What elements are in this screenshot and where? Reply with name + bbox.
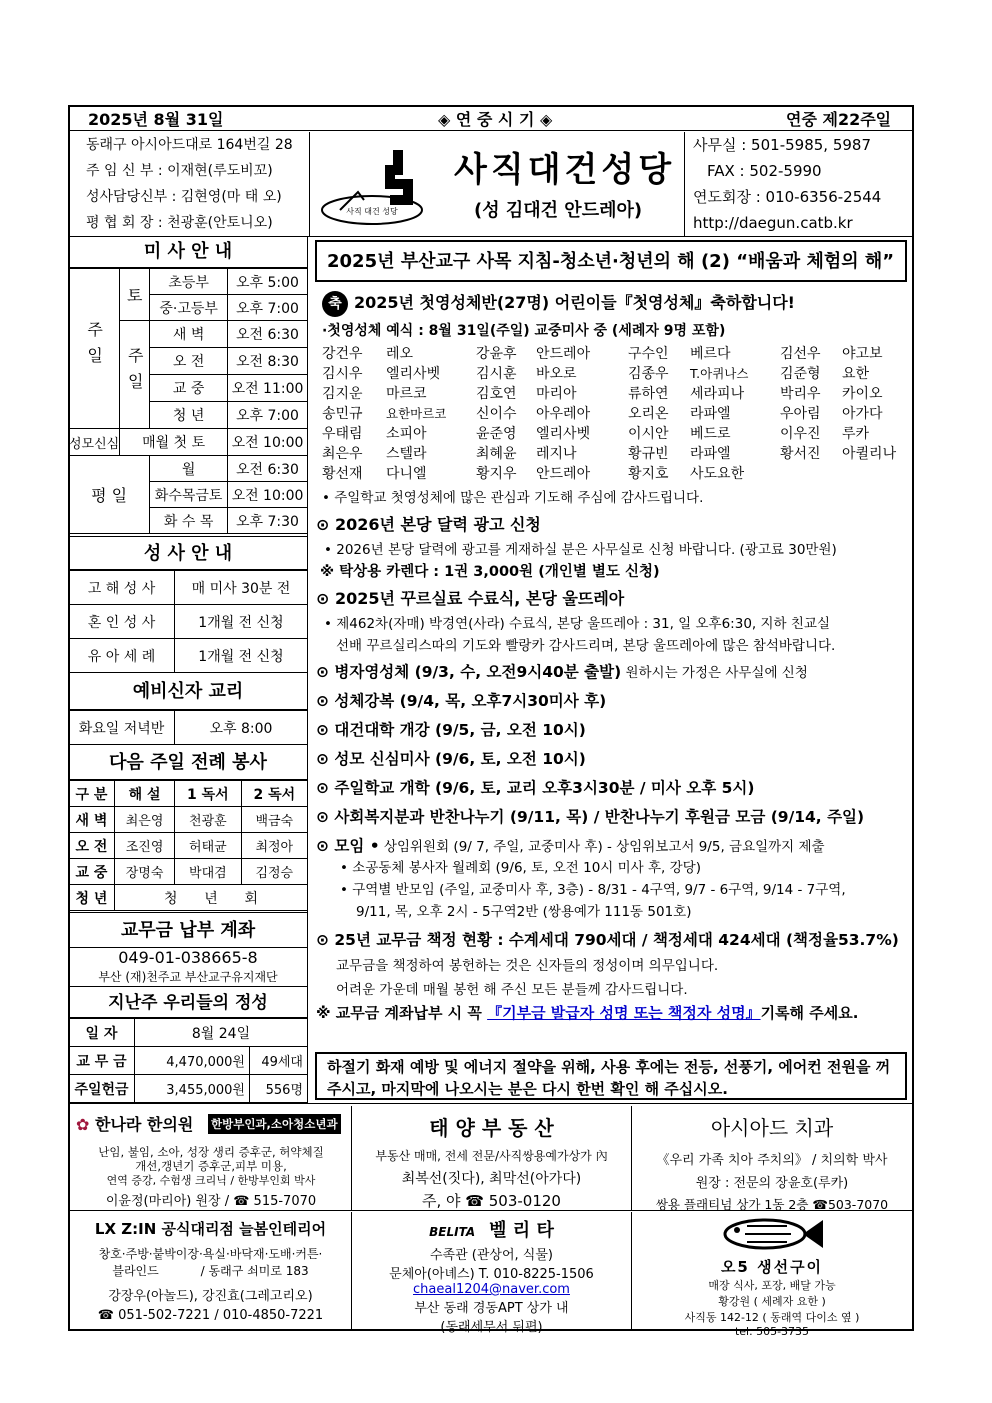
communicant-saint: 엘리사벳 (536, 426, 591, 442)
communicant-name: 송민규 (322, 406, 363, 422)
communicant-saint: 안드레아 (536, 346, 591, 362)
communicant-name: 김시훈 (476, 366, 517, 382)
first-communion-sub: ·첫영성체 예식 : 8월 31일(주일) 교중미사 중 (세례자 9명 포함) (322, 323, 726, 339)
offering-title: 지난주 우리들의 정성 (68, 986, 308, 1018)
interior-l2: 블라인드 / 동래구 쇠미로 183 (112, 1264, 309, 1278)
communicant-saint: 안드레아 (536, 466, 591, 482)
notice-tithe-l3 (316, 1002, 908, 1028)
dental-l1: 《우리 가족 치아 주치의》 / 치의학 박사 (656, 1153, 888, 1168)
communicant-name: 김준형 (780, 366, 821, 382)
offering-date: 8월 24일 (135, 1019, 308, 1047)
service-person: 최은영 (115, 807, 175, 833)
interior-l3: 강장우(아놀드), 강진효(그레고리오) (108, 1289, 313, 1304)
communicant-name: 황선재 (322, 466, 363, 482)
mass-time: 오전 10:00 (228, 482, 308, 508)
service-person: 박대겸 (175, 859, 241, 885)
notice-tithe-status: ⊙ 25년 교무금 책정 현황 : 수계세대 790세대 / 책정세대 424세대 (책정율53.7%) (316, 931, 899, 949)
communicant-saint: 카이오 (842, 386, 883, 402)
notice-meetings-l1: 상임위원회 (9/ 7, 주일, 교중미사 후) - 상임위보고서 9/5, 금요일까지 제출 (379, 839, 825, 855)
communicant-name: 김지운 (322, 386, 363, 402)
fish-icon (717, 1216, 827, 1252)
offering-type: 교 무 금 (69, 1047, 135, 1075)
communicant-name: 황규빈 (628, 446, 669, 462)
communicant-name: 강윤후 (476, 346, 517, 362)
notices (316, 512, 908, 1028)
notice-sick-title: ⊙ 병자영성체 (9/3, 수, 오전9시40분 출발) (316, 663, 622, 681)
offering-date-label: 일 자 (69, 1019, 135, 1047)
sacrament-name: 고 해 성 사 (69, 571, 175, 605)
notice-sick-communion (316, 660, 908, 689)
service-person: 허태균 (175, 833, 241, 859)
communicant-saint: 베드로 (690, 426, 731, 442)
notice-tithe-l2: 어려운 가운데 매월 봉헌 해 주신 모든 분들께 감사드립니다. (336, 982, 688, 998)
sacrament-name: 유 아 세 례 (69, 639, 175, 673)
belita-l4: 부산 동래 경동APT 상가 내 (414, 1301, 569, 1316)
communicant-name: 김호연 (476, 386, 517, 402)
ads-top-border (68, 1103, 914, 1104)
notice-marian-mass: ⊙ 성모 신심미사 (9/6, 토, 오전 10시) (316, 750, 586, 768)
communicant-saint: 마리아 (536, 386, 577, 402)
fish-l1: 매장 식사, 포장, 배달 가능 (708, 1279, 836, 1292)
interior-l4: ☎ 051-502-7221 / 010-4850-7221 (97, 1308, 324, 1323)
interior-name: LX Z:IN 공식대리점 늘봄인테리어 (94, 1220, 327, 1238)
communicant-name: 황서진 (780, 446, 821, 462)
first-communion-title (322, 290, 908, 316)
communicant-name: 오리온 (628, 406, 669, 422)
tithe-account: 049-01-038665-8 (118, 948, 258, 967)
communicant-saint: 마르코 (386, 386, 427, 402)
ad-clinic (70, 1106, 352, 1210)
notice-cursillo-text2: 선배 꾸르실리스따의 기도와 빨랑카 감사드리며, 본당 울뜨레아에 많은 참석바랍니다. (336, 638, 836, 654)
offering-count: 49세대 (250, 1047, 308, 1075)
ad-fish-restaurant (632, 1212, 912, 1338)
clinic-tag: 한방부인과,소아청소년과 (208, 1114, 341, 1134)
ad-realestate (352, 1106, 632, 1210)
sacrament-when: 1개월 전 신청 (175, 639, 308, 673)
fish-l3: 사직동 142-12 ( 동래역 다이소 옆 ) (684, 1311, 860, 1324)
issue-date: 2025년 8월 31일 (88, 110, 224, 129)
fish-l2: 황강원 ( 세례자 요한 ) (718, 1295, 826, 1308)
mass-time: 오후 7:30 (228, 508, 308, 534)
notice-sunday-school: ⊙ 주일학교 개학 (9/6, 토, 교리 오후3시30분 / 미사 오후 5시) (316, 779, 755, 797)
belita-l2: 문체아(아녜스) T. 010-8225-1506 (389, 1267, 594, 1282)
notice-tithe-l3a: ※ 교무금 계좌납부 시 꼭 (316, 1004, 488, 1022)
communicant-name: 최혜윤 (476, 446, 517, 462)
communicant-name: 윤준영 (476, 426, 517, 442)
service-person: 조진영 (115, 833, 175, 859)
communicant-saint: 다니엘 (386, 466, 427, 482)
ad-belita (352, 1212, 632, 1335)
tithe-holder: 부산 (재)천주교 부산교구유지재단 (98, 970, 278, 984)
sacrament-title: 성 사 안 내 (68, 536, 308, 570)
communicant-row (322, 424, 908, 444)
communicant-saint: 요한 (842, 366, 870, 382)
catechumen-title: 예비신자 교리 (68, 674, 308, 710)
council-president: 평 협 회 장 : 천광훈(안토니오) (86, 215, 273, 231)
sacrament-table (68, 570, 308, 673)
communicant-name: 김시우 (322, 366, 363, 382)
emblem-text: 사직 대건 성당 (346, 207, 398, 216)
mass-name: 청 년 (150, 402, 228, 429)
saturday-label: 토 (120, 269, 150, 321)
clinic-l1: 난임, 불임, 소아, 성장 생리 증후군, 허약체질 (98, 1145, 324, 1159)
sunday-sublabel: 주일 (120, 321, 150, 429)
service-person: 천광훈 (175, 807, 241, 833)
address: 동래구 아시아드대로 164번길 28 (86, 137, 293, 153)
belita-title (352, 1216, 631, 1242)
ad-dental (632, 1106, 912, 1210)
service-table (68, 780, 308, 911)
mass-name: 화 수 목 (150, 508, 228, 534)
mass-table (68, 268, 308, 534)
notice-meetings (316, 834, 908, 856)
communicant-saint: 소피아 (386, 426, 427, 442)
mass-time: 오전 11:00 (228, 375, 308, 402)
mass-time: 오후 5:00 (228, 269, 308, 295)
flower-icon: ✿ (76, 1115, 90, 1134)
communicant-saint: 세라피나 (690, 386, 745, 402)
communicant-saint: 바오로 (536, 366, 577, 382)
website-link[interactable]: http://daegun.catb.kr (693, 214, 853, 232)
communicant-name: 우아림 (780, 406, 821, 422)
communicant-saint: 아가다 (842, 406, 883, 422)
mass-time: 오후 7:00 (228, 402, 308, 429)
communicant-name: 신이수 (476, 406, 517, 422)
ad-interior (70, 1212, 352, 1330)
clinic-l2: 개선,갱년기 증후군,피부 미용, (135, 1159, 287, 1173)
notice-cursillo-text: • 제462차(자매) 박경연(사라) 수료식, 본당 울뜨레아 : 31, 일 오후6:30, 지하 친교실 (324, 616, 830, 632)
parish-info (70, 132, 310, 236)
mass-name: 오 전 (150, 348, 228, 375)
mass-name: 화수목금토 (150, 482, 228, 508)
service-slot: 새 벽 (69, 807, 115, 833)
realestate-l2: 최복선(짓다), 최막선(아가다) (401, 1171, 582, 1187)
funeral-phone: 연도회장 : 010-6356-2544 (693, 188, 882, 206)
first-communion-thanks: • 주일학교 첫영성체에 많은 관심과 기도해 주심에 감사드립니다. (322, 490, 704, 506)
weekday-label: 평 일 (69, 456, 150, 534)
service-person: 백금숙 (241, 807, 307, 833)
mass-name: 초등부 (150, 269, 228, 295)
communicant-name: 황지우 (476, 466, 517, 482)
service-slot: 오 전 (69, 833, 115, 859)
communicant-row (322, 464, 908, 484)
communicant-saint: 베르다 (690, 346, 731, 362)
ads-mid-border (68, 1210, 914, 1211)
fish-l4: tel. 505-3735 (734, 1325, 810, 1338)
notice-sick-rest: 원하시는 가정은 사무실에 신청 (621, 665, 808, 681)
heart-time: 오전 10:00 (228, 429, 308, 456)
mass-title: 미 사 안 내 (68, 236, 308, 268)
mass-time: 오전 6:30 (228, 456, 308, 482)
mass-time: 오전 6:30 (228, 321, 308, 348)
communicant-name: 우태림 (322, 426, 363, 442)
communicant-name: 김선우 (780, 346, 821, 362)
service-person: 최정아 (241, 833, 307, 859)
notice-meetings-l3: • 구역별 반모임 (주일, 교중미사 후, 3층) - 8/31 - 4구역, 9/7 - 6구역, 9/14 - 7구역, (340, 882, 846, 898)
notice-meetings-title: ⊙ 모임 • (316, 837, 380, 855)
pastoral-banner: 2025년 부산교구 사목 지침-청소년·청년의 해 (2) “배움과 체험의 해” (315, 240, 907, 282)
parish-logo-area (312, 132, 684, 236)
first-communion-heading: 2025년 첫영성체반(27명) 어린이들『첫영성체』축하합니다! (354, 293, 795, 312)
notice-calendar-desk: ※ 탁상용 카렌다 : 1권 3,000원 (개인별 별도 신청) (320, 564, 660, 580)
dental-l2: 원장 : 전문의 장윤호(루카) (695, 1176, 849, 1191)
communicant-saint: 엘리사벳 (386, 366, 441, 382)
communicant-name: 강건우 (322, 346, 363, 362)
communicant-name: 김종우 (628, 366, 669, 382)
communicant-saint: 아퀼리나 (842, 446, 897, 462)
sacrament-name: 혼 인 성 사 (69, 605, 175, 639)
liturgical-week: 연중 제22주일 (786, 110, 892, 129)
clinic-title: 한나라 한의원 (94, 1115, 194, 1134)
communicant-saint: 야고보 (842, 346, 883, 362)
notice-cursillo-title: ⊙ 2025년 꾸르실료 수료식, 본당 울뜨레아 (316, 589, 625, 608)
mass-name: 월 (150, 456, 228, 482)
communicant-saint: 아우레아 (536, 406, 591, 422)
energy-notice: 하절기 화재 예방 및 에너지 절약을 위해, 사용 후에는 전등, 선풍기, 에어컨 전원을 꺼주시고, 마지막에 나오시는 분은 다시 한번 확인 해 주십시오. (315, 1052, 907, 1100)
mass-name: 새 벽 (150, 321, 228, 348)
notice-college: ⊙ 대건대학 개강 (9/5, 금, 오전 10시) (316, 721, 586, 739)
office-phone: 사무실 : 501-5985, 5987 (693, 136, 871, 154)
notice-tithe-l3c: 기록해 주세요. (760, 1004, 859, 1022)
dental-name: 아시아드 치과 (710, 1116, 834, 1140)
first-communion-section (322, 290, 908, 506)
service-head: 구 분 (69, 781, 115, 807)
communicant-saint: 레오 (386, 346, 414, 362)
parish-subtitle: (성 김대건 안드레아) (474, 200, 643, 221)
communicant-row (322, 384, 908, 404)
communicant-name: 구수인 (628, 346, 669, 362)
service-person: 장명숙 (115, 859, 175, 885)
service-title: 다음 주일 전례 봉사 (68, 744, 308, 780)
sacrament-when: 매 미사 30분 전 (175, 571, 308, 605)
communicant-saint: 루카 (842, 426, 870, 442)
fax: FAX : 502-5990 (707, 162, 822, 180)
realestate-l3: 주, 야 ☎ 503-0120 (422, 1192, 561, 1210)
realestate-name: 태 양 부 동 산 (429, 1116, 554, 1140)
service-head: 2 독서 (241, 781, 307, 807)
offering-table (68, 1018, 308, 1103)
service-slot: 청 년 (69, 885, 115, 911)
communicant-name: 황지호 (628, 466, 669, 482)
left-column (68, 236, 308, 1102)
fish-name: 오5 생선구이 (720, 1258, 824, 1276)
clinic-name (76, 1112, 193, 1135)
belita-brand: BELITA (429, 1225, 476, 1239)
notice-calendar-text: • 2026년 본당 달력에 광고를 게재하실 분은 사무실로 신청 바랍니다. (광고료 30만원) (324, 542, 837, 558)
celebration-badge: 축 (322, 291, 348, 317)
communicant-row (322, 364, 908, 384)
communicant-saint: 레지나 (536, 446, 577, 462)
service-slot: 교 중 (69, 859, 115, 885)
clinic-l4: 이윤정(마리아) 원장 / ☎ 515-7070 (105, 1194, 317, 1209)
communicant-saint: 사도요한 (690, 466, 745, 482)
header-bar (68, 105, 914, 131)
belita-email-link[interactable]: chaeal1204@naver.com (413, 1282, 570, 1297)
offering-amount: 4,470,000원 (135, 1047, 250, 1075)
offering-type: 주일헌금 (69, 1075, 135, 1103)
assistant-priest: 성사담당신부 : 김현영(마 태 오) (86, 189, 282, 205)
tithe-title: 교무금 납부 계좌 (68, 912, 308, 948)
communicant-name: 류하연 (628, 386, 669, 402)
communicant-name: 이시안 (628, 426, 669, 442)
service-head: 1 독서 (175, 781, 241, 807)
sunday-label: 주일 (69, 269, 120, 429)
church-emblem (320, 140, 440, 230)
pastor: 주 임 신 부 : 이재현(루도비꼬) (86, 163, 273, 179)
mass-name: 중·고등부 (150, 295, 228, 321)
communicant-row (322, 404, 908, 424)
heart-day: 매월 첫 토 (120, 429, 228, 456)
communicant-saint: 요한마르코 (386, 406, 447, 421)
communicant-saint: 라파엘 (690, 406, 731, 422)
belita-l1: 수족관 (관상어, 식물) (429, 1248, 553, 1263)
notice-calendar-title: ⊙ 2026년 본당 달력 광고 신청 (316, 515, 541, 534)
contact-info (684, 132, 912, 236)
communicant-name: 이우진 (780, 426, 821, 442)
belita-l5: (동래세무서 뒤편) (440, 1320, 543, 1335)
mass-time: 오후 7:00 (228, 295, 308, 321)
service-youth: 청 년 회 (115, 885, 308, 911)
notice-meetings-l2: • 소공동체 봉사자 월례회 (9/6, 토, 오전 10시 미사 후, 강당) (340, 860, 701, 876)
sacrament-when: 1개월 전 신청 (175, 605, 308, 639)
communicant-saint: 스텔라 (386, 446, 427, 462)
mass-name: 교 중 (150, 375, 228, 402)
notice-benediction: ⊙ 성체강복 (9/4, 목, 오후7시30미사 후) (316, 692, 607, 710)
service-head: 해 설 (115, 781, 175, 807)
notice-meetings-l4: 9/11, 목, 오후 2시 - 5구역2반 (쌍용예가 111동 501호) (356, 904, 692, 920)
communicant-saint: 라파엘 (690, 446, 731, 462)
offering-count: 556명 (250, 1075, 308, 1103)
communicant-name: 최은우 (322, 446, 363, 462)
communicant-saint: T.아퀴나스 (690, 366, 749, 381)
parish-title: 사직대건성당 (454, 150, 676, 190)
communicant-list (322, 344, 908, 484)
heart-label: 성모신심 (69, 429, 120, 456)
catechumen-class: 화요일 저녁반 (69, 711, 175, 745)
mass-time: 오전 8:30 (228, 348, 308, 375)
notice-side-dish: ⊙ 사회복지분과 반찬나누기 (9/11, 목) / 반찬나누기 후원금 모금 (9/14, 주일) (316, 808, 865, 826)
clinic-l3: 연역 증강, 수험생 크리닉 / 한방부인회 박사 (106, 1174, 316, 1187)
catechumen-table (68, 710, 308, 745)
communicant-name: 박리우 (780, 386, 821, 402)
communicant-row (322, 344, 908, 364)
service-person: 김정승 (241, 859, 307, 885)
notice-tithe-l3b: 『기부금 발급자 성명 또는 책정자 성명』 (487, 1004, 761, 1022)
offering-amount: 3,455,000원 (135, 1075, 250, 1103)
belita-name: 벨 리 타 (489, 1220, 554, 1241)
catechumen-time: 오후 8:00 (175, 711, 308, 745)
notice-tithe-l1: 교무금을 책정하여 봉헌하는 것은 신자들의 정성이며 의무입니다. (336, 958, 719, 974)
interior-l1: 창호·주방·붙박이장·욕실·바닥재·도배·커튼· (98, 1247, 323, 1261)
dental-l3: 쌍용 플래티넘 상가 1동 2층 ☎503-7070 (655, 1197, 889, 1212)
liturgical-season: ◈ 연 중 시 기 ◈ (438, 110, 553, 129)
realestate-l1: 부동산 매매, 전세 전문/사직쌍용예가상가 內 (375, 1149, 608, 1163)
communicant-row (322, 444, 908, 464)
